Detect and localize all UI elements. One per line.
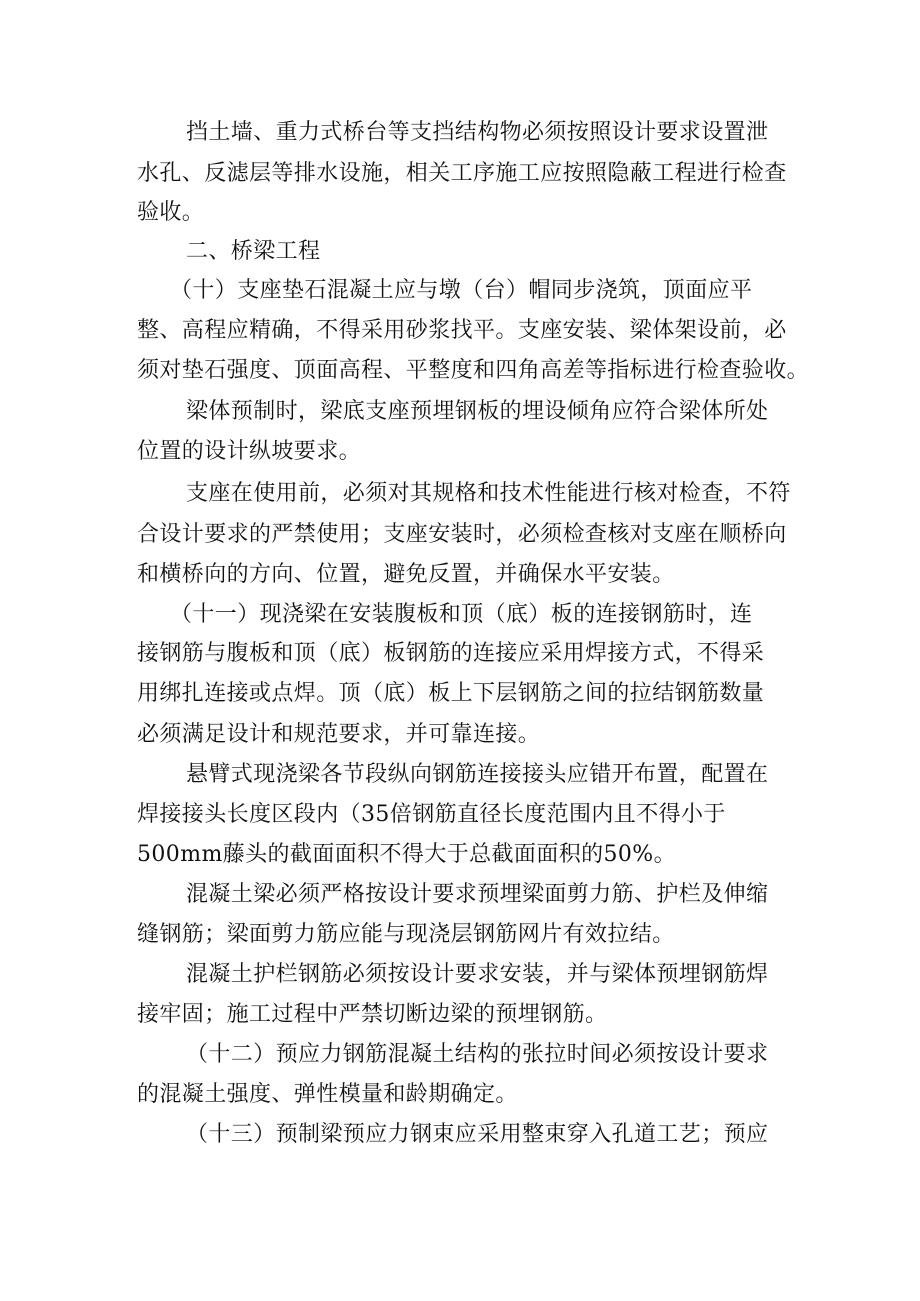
text-line: 接钢筋与腹板和顶（底）板钢筋的连接应采用焊接方式，不得采 <box>137 641 765 666</box>
text-line: 水孔、反滤层等排水设施，相关工序施工应按照隐蔽工程进行检查 <box>137 161 787 186</box>
text-line: （十二）预应力钢筋混凝土结构的张拉时间必须按设计要求 <box>186 1042 769 1067</box>
text-line: （十）支座垫石混凝土应与墩（台）帽同步浇筑，顶面应平 <box>170 278 753 303</box>
text-line: 用绑扎连接或点焊。顶（底）板上下层钢筋之间的拉结钢筋数量 <box>137 681 765 706</box>
text-line: 合设计要求的严禁使用；支座安装时，必须检查核对支座在顺桥向 <box>137 522 787 547</box>
text-line: 混凝土护栏钢筋必须按设计要求安装，并与梁体预埋钢筋焊 <box>186 962 769 987</box>
text-line: 梁体预制时，梁底支座预埋钢板的埋设倾角应符合梁体所处 <box>186 399 769 424</box>
text-line: 整、高程应精确，不得采用砂浆找平。支座安装、梁体架设前，必 <box>137 318 787 343</box>
text-line: （十三）预制梁预应力钢束应采用整束穿入孔道工艺；预应 <box>186 1122 769 1147</box>
text-line: 焊接接头长度区段内（35倍钢筋直径长度范围内且不得小于 <box>137 802 726 827</box>
text-line: 挡土墙、重力式桥台等支挡结构物必须按照设计要求设置泄 <box>186 120 769 145</box>
text-line: 支座在使用前，必须对其规格和技术性能进行核对检查，不符 <box>186 481 791 506</box>
text-line: 悬臂式现浇梁各节段纵向钢筋连接接头应错开布置，配置在 <box>186 762 769 787</box>
text-line: 和横桥向的方向、位置，避免反置，并确保水平安装。 <box>137 562 675 587</box>
text-line: 的混凝土强度、弹性模量和龄期确定。 <box>137 1082 518 1107</box>
text-line: 必须满足设计和规范要求，并可靠连接。 <box>137 722 541 747</box>
text-line: 混凝土梁必须严格按设计要求预埋梁面剪力筋、护栏及伸缩 <box>186 882 769 907</box>
text-line: （十一）现浇梁在安装腹板和顶（底）板的连接钢筋时，连 <box>170 602 753 627</box>
text-line: 须对垫石强度、顶面高程、平整度和四角高差等指标进行检查验收。 <box>137 358 810 383</box>
text-line: 位置的设计纵坡要求。 <box>137 439 362 464</box>
text-line: 验收。 <box>137 200 205 225</box>
text-line: 接牢固；施工过程中严禁切断边梁的预埋钢筋。 <box>137 1002 608 1027</box>
text-line: 缝钢筋；梁面剪力筋应能与现浇层钢筋网片有效拉结。 <box>137 922 675 947</box>
section-heading: 二、桥梁工程 <box>186 239 321 264</box>
text-line: 500mm藤头的截面面积不得大于总截面面积的50%。 <box>137 842 677 867</box>
